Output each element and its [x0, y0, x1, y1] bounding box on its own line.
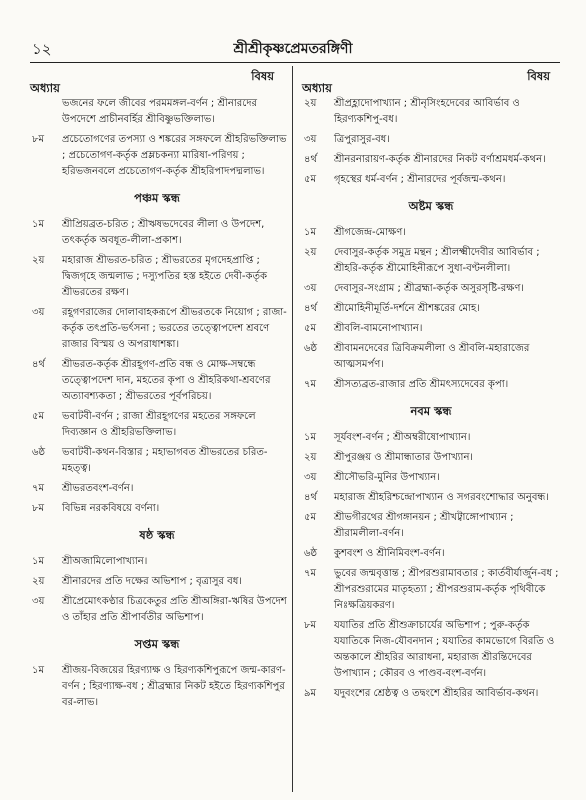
list-item: [26, 554, 288, 570]
column-divider: [292, 66, 293, 792]
chapter-number: ৪র্থ: [32, 359, 45, 370]
list-skandha-6: [26, 554, 288, 626]
list-item: [298, 566, 564, 614]
chapter-number: ৫ম: [304, 323, 317, 334]
list-item: [298, 430, 564, 446]
chapter-subject: শ্রীমোহিনীমূর্তি-দর্শনে শ্রীশঙ্করের মোহ।: [334, 303, 480, 314]
chapter-subject: শ্রীবলি-বামনোপাখ্যান।: [334, 323, 423, 334]
list-skandha-7: [26, 663, 288, 711]
section-title-7: সপ্তম স্কন্ধ: [134, 637, 180, 651]
chapter-number: ৯ম: [304, 688, 317, 699]
chapter-subject: শ্রীসৌভরি-মুনির উপাখ্যান।: [334, 472, 440, 483]
chapter-number: ৪র্থ: [304, 492, 317, 503]
chapter-number: ৩য়: [32, 596, 45, 607]
chapter-subject: শ্রীসত্যব্রত-রাজার প্রতি শ্রীমৎস্যদেবের কৃপা।: [334, 379, 509, 390]
chapter-subject: শ্রীনারদের প্রতি দক্ষের অভিশাপ ; বৃত্রাসুর বধ।: [62, 576, 242, 587]
chapter-subject: শ্রীপ্রেমোৎকণ্ঠার চিত্রকেতুর প্রতি শ্রীঅঙ্গিরা-ঋষির উপদেশ ও তাঁহার প্রতি শ্রীপার্বতীর অভিশাপ।: [62, 596, 287, 623]
list-item: [298, 301, 564, 317]
list-item: [26, 445, 288, 477]
list-intro: [26, 96, 288, 180]
chapter-number: ১ম: [304, 227, 317, 238]
chapter-number: ২য়: [32, 576, 45, 587]
chapter-subject: গৃহস্থের ধর্ম-বর্ণন ; শ্রীনারদের পূর্বজন্ম-কথন।: [334, 174, 506, 185]
chapter-number: ৩য়: [304, 283, 317, 294]
chapter-subject: শ্রীপুরঞ্জয় ও শ্রীমান্ধাতার উপাখ্যান।: [334, 452, 473, 463]
chapter-subject: ত্রিপুরাসুর-বধ।: [334, 134, 390, 145]
chapter-subject: শ্রীপ্রিয়ব্রত-চরিত ; শ্রীঋষভদেবের লীলা ও উপদেশ, তৎকর্তৃক অবধূত-লীলা-প্রকাশ।: [62, 219, 265, 246]
list-item: [298, 341, 564, 373]
list-item: [298, 132, 564, 148]
chapter-number: ৭ম: [32, 483, 45, 494]
list-item: [298, 470, 564, 486]
chapter-number: ২য়: [304, 247, 317, 258]
chapter-number: ৭ম: [304, 379, 317, 390]
chapter-subject: দেবাসুর-সংগ্রাম ; শ্রীব্রহ্মা-কর্তৃক অসুরসৃষ্টি-রক্ষণ।: [334, 283, 524, 294]
chapter-heading: অধ্যায়: [30, 81, 60, 95]
chapter-subject: যদুবংশের শ্রেষ্ঠত্ব ও তদ্বংশে শ্রীহরির আবির্ভাব-কথন।: [334, 688, 539, 699]
chapter-number: ২য়: [304, 452, 317, 463]
chapter-number: ১ম: [32, 219, 45, 230]
chapter-number: ৪র্থ: [304, 154, 317, 165]
list-item: [26, 409, 288, 441]
chapter-number: ৬ষ্ঠ: [304, 343, 318, 354]
list-item: [26, 663, 288, 711]
list-skandha-5: [26, 217, 288, 517]
chapter-number: ৫ম: [32, 411, 45, 422]
list-skandha-9: [298, 430, 564, 702]
left-column: [26, 66, 288, 792]
chapter-number: ৩য়: [32, 307, 45, 318]
list-item: [26, 357, 288, 405]
chapter-heading: অধ্যায়: [302, 81, 332, 95]
header-rule: [30, 62, 560, 63]
chapter-number: ৭ম: [304, 568, 317, 579]
chapter-subject: শ্রীপ্রহ্লাদোপাখ্যান ; শ্রীনৃসিংহদেবের আবির্ভাব ও হিরণ্যকশিপু-বধ।: [334, 98, 520, 125]
list-item: [298, 281, 564, 297]
chapter-subject: মহারাজ শ্রীভরত-চরিত ; শ্রীভরতের মৃগদেহপ্রাপ্তি ; দ্বিজগৃহে জন্মলাভ ; দস্যুপতির হস্ত হইতে দেবী-কর্তৃক শ্রীভরতের রক্ষণ।: [62, 255, 268, 298]
chapter-subject: ভবাটবী-বর্ণন ; রাজা শ্রীরহূগণের মহতের সঙ্গফলে দিব্যজ্ঞান ও শ্রীহরিভক্তিলাভ।: [62, 411, 256, 438]
chapter-number: ২য়: [32, 255, 45, 266]
chapter-number: ৩য়: [304, 472, 317, 483]
chapter-subject: শ্রীগজেন্দ্র-মোক্ষণ।: [334, 227, 406, 238]
list-skandha-8: [298, 225, 564, 393]
list-item: [298, 450, 564, 466]
chapter-subject: সূর্যবংশ-বর্ণন ; শ্রীঅম্বরীষোপাখ্যান।: [334, 432, 471, 443]
list-item: [298, 686, 564, 702]
chapter-subject: ভবাটবী-কথন-বিস্তার ; মহাভাগবত শ্রীভরতের চরিত-মহত্ত্ব।: [62, 447, 268, 474]
chapter-number: ১ম: [32, 556, 45, 567]
list-item: [298, 618, 564, 682]
chapter-number: ৬ষ্ঠ: [304, 548, 318, 559]
list-item: [26, 305, 288, 353]
list-item: [298, 152, 564, 168]
chapter-subject: মহারাজ শ্রীহরিশ্চন্দ্রোপাখ্যান ও সগরবংশোদ্ধার অনুবন্ধ।: [334, 492, 549, 503]
subject-heading: বিষয়: [251, 69, 274, 83]
section-title-9: নবম স্কন্ধ: [410, 404, 452, 418]
chapter-number: ৪র্থ: [304, 303, 317, 314]
list-item: [298, 377, 564, 393]
chapter-subject: কুশবংশ ও শ্রীনিমিবংশ-বর্ণন।: [334, 548, 445, 559]
chapter-number: ৮ম: [304, 620, 317, 631]
chapter-number: ১ম: [304, 432, 317, 443]
section-title-6: ষষ্ঠ স্কন্ধ: [139, 528, 175, 542]
list-item: [26, 481, 288, 497]
chapter-subject: দেবাসুর-কর্তৃক সমুদ্র মন্থন ; শ্রীলক্ষ্মীদেবীর আবির্ভাব ; শ্রীহরি-কর্তৃক শ্রীমোহিনীরূপে সুধা-বণ্টনলীলা।: [334, 247, 540, 274]
left-column-header: [26, 66, 288, 96]
chapter-subject: যযাতির প্রতি শ্রীশুক্রাচার্যের অভিশাপ ; পুরু-কর্তৃক যযাতিকে নিজ-যৌবনদান ; যযাতির কামভোগে বিরতি ও অন্তকালে শ্রীহরির আরাধনা, মহারাজ শ্রীরন্তিদেবের উপাখ্যান ; কৌরব ও পাণ্ডব-বংশ-বর্ণন।: [334, 620, 555, 679]
list-item: [298, 490, 564, 506]
list-item: [298, 96, 564, 128]
right-column: [298, 66, 564, 792]
chapter-number: ৬ষ্ঠ: [32, 447, 46, 458]
list-skandha-7-cont: [298, 96, 564, 188]
list-item: [26, 253, 288, 301]
list-item: [26, 96, 288, 128]
chapter-subject: শ্রীজয়-বিজয়ের হিরণ্যাক্ষ ও হিরণ্যকশিপুরূপে জন্ম-কারণ-বর্ণন ; হিরণ্যাক্ষ-বধ ; শ্রীব্রহ্মার নিকট হইতে হিরণ্যকশিপুর বর-লাভ।: [62, 665, 286, 708]
list-item: [298, 321, 564, 337]
section-title-5: পঞ্চম স্কন্ধ: [134, 191, 180, 205]
right-column-header: [298, 66, 564, 96]
list-item: [298, 172, 564, 188]
chapter-subject: বিভিন্ন নরকবিষয়ে বর্ণনা।: [62, 503, 160, 514]
list-item: [26, 501, 288, 517]
running-title: শ্রীশ্রীকৃষ্ণপ্রেমতরঙ্গিণী: [233, 41, 353, 57]
list-item: [298, 225, 564, 241]
chapter-subject: প্রচেতোগণের তপস্যা ও শঙ্করের সঙ্গফলে শ্রীহরিভক্তিলাভ ; প্রচেতোগণ-কর্তৃক প্রম্লচকন্যা মারিষা-পরিণয় ; হরিভজনবলে প্রচেতোগণ-কর্তৃক শ্রীহরিপাদপদ্মলাভ।: [62, 134, 287, 177]
chapter-subject: রহূগণরাজের দোলাবাহকরূপে শ্রীভরতকে নিয়োগ ; রাজা-কর্তৃক তৎপ্রতি-ভর্ৎসনা ; ভরতের তত্ত্বোপদেশ শ্রবণে রাজার বিস্ময় ও অপরাধাশঙ্কা।: [62, 307, 287, 350]
subject-heading: বিষয়: [527, 69, 550, 83]
list-item: [298, 245, 564, 277]
list-item: [26, 594, 288, 626]
chapter-subject: শ্রীভগীরথের শ্রীগঙ্গানয়ন ; শ্রীখট্বাঙ্গোপাখ্যান ; শ্রীরামলীলা-বর্ণন।: [334, 512, 514, 539]
list-item: [26, 217, 288, 249]
chapter-subject: শ্রীনরনারায়ণ-কর্তৃক শ্রীনারদের নিকট বর্ণাশ্রমধর্ম-কথন।: [334, 154, 546, 165]
chapter-number: ৫ম: [304, 512, 317, 523]
list-item: [26, 574, 288, 590]
list-item: [26, 132, 288, 180]
chapter-number: ৫ম: [304, 174, 317, 185]
page-number: ১২: [32, 40, 52, 58]
chapter-number: ৮ম: [32, 134, 45, 145]
chapter-number: ১ম: [32, 665, 45, 676]
chapter-subject: শ্রীভরত-কর্তৃক শ্রীরহূগণ-প্রতি বন্ধ ও মোক্ষ-সম্বন্ধে তত্ত্বোপদেশ দান, মহতের কৃপা ও শ্রীহরিকথা-শ্রবণের অত্যাবশ্যকতা ; শ্রীভরতের পূর্বপরিচয়।: [62, 359, 271, 402]
list-item: [298, 546, 564, 562]
chapter-number: ৮ম: [32, 503, 45, 514]
chapter-number: ২য়: [304, 98, 317, 109]
chapter-subject: শ্রীভরতবংশ-বর্ণন।: [62, 483, 134, 494]
chapter-subject: ভুবের জন্মবৃত্তান্ত ; শ্রীপরশুরামাবতার ; কার্তবীর্যার্জুন-বধ ; শ্রীপরশুরামের মাতৃহত্যা ; শ্রীপরশুরাম-কর্তৃক পৃথিবীকে নিঃক্ষত্রিয়করণ।: [334, 568, 559, 611]
section-title-8: অষ্টম স্কন্ধ: [408, 199, 454, 213]
list-item: [298, 510, 564, 542]
chapter-subject: শ্রীঅজামিলোপাখ্যান।: [62, 556, 148, 567]
chapter-subject: ভজনের ফলে জীবের পরমমঙ্গল-বর্ণন ; শ্রীনারদের উপদেশে প্রাচীনবর্হির শ্রীবিষ্ণুভক্তিলাভ।: [62, 98, 258, 125]
chapter-number: ৩য়: [304, 134, 317, 145]
chapter-subject: শ্রীবামনদেবের ত্রিবিক্রমলীলা ও শ্রীবলি-মহারাজের আত্মসমর্পণ।: [334, 343, 530, 370]
